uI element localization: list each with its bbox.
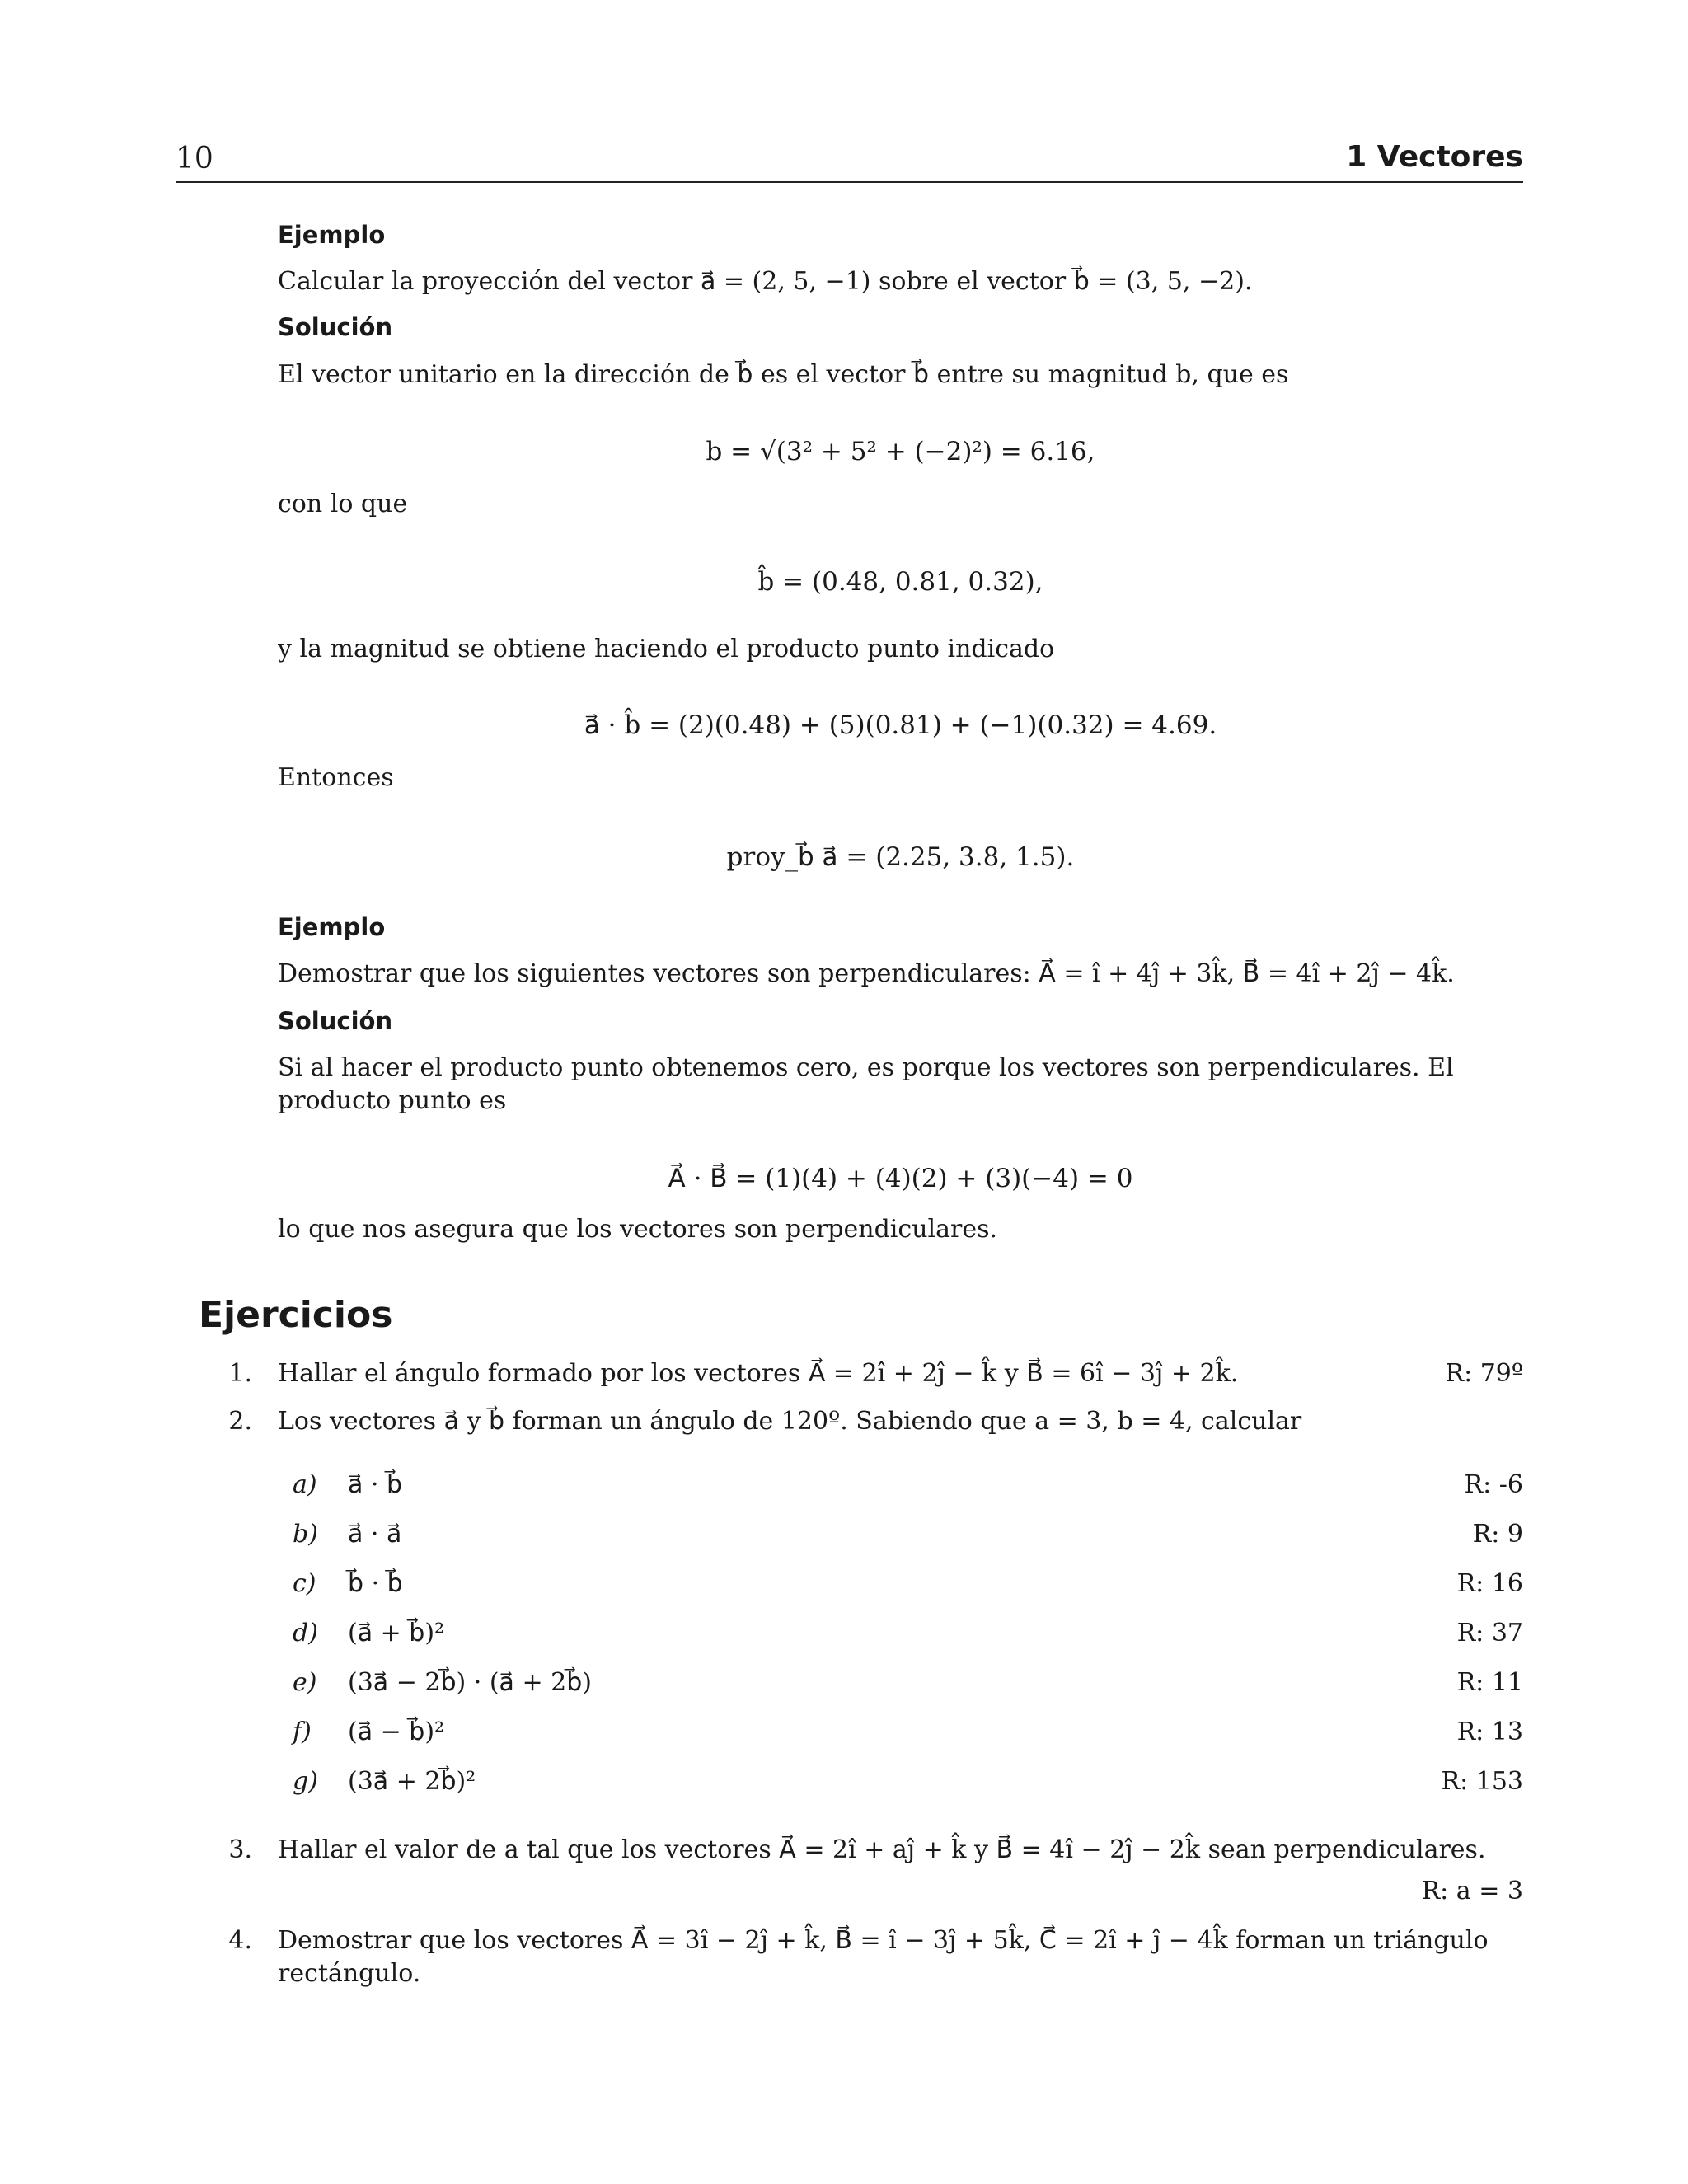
exercise-answer: R: a = 3 [1421,1877,1523,1905]
exercise-number: 2. [228,1407,252,1436]
subitem-expression: (3a⃗ + 2b⃗)² [348,1767,476,1796]
subitem-label: e) [293,1668,317,1697]
exercise-text: Hallar el valor de a tal que los vectores A⃗ = 2î + aĵ + k̂ y B⃗ = 4î − 2ĵ − 2k̂ sean perpendiculares. [278,1835,1486,1864]
equation-unit-vector: b̂ = (0.48, 0.81, 0.32), [757,567,1043,597]
chapter-title: 1 Vectores [1346,140,1523,174]
example-heading: Ejemplo [278,221,386,249]
subitem-answer: R: -6 [1464,1470,1523,1499]
subitem-answer: R: 37 [1456,1619,1523,1647]
subitem-expression: (a⃗ − b⃗)² [348,1718,445,1746]
solution-text: lo que nos asegura que los vectores son perpendiculares. [278,1215,998,1244]
exercise-number: 4. [228,1926,252,1955]
subitem-label: b) [293,1520,318,1549]
example-heading: Ejemplo [278,913,386,941]
subitem-answer: R: 16 [1456,1569,1523,1598]
solution-text: Si al hacer el producto punto obtenemos cero, es porque los vectores son perpendiculares. El [278,1053,1454,1082]
section-title: Ejercicios [199,1294,393,1336]
solution-text: Entonces [278,763,394,792]
equation-projection: proy_b⃗ a⃗ = (2.25, 3.8, 1.5). [726,842,1075,872]
subitem-answer: R: 13 [1456,1718,1523,1746]
subitem-label: c) [293,1569,316,1598]
subitem-label: a) [293,1470,317,1499]
subitem-answer: R: 153 [1441,1767,1523,1796]
example-statement: Demostrar que los siguientes vectores son perpendiculares: A⃗ = î + 4ĵ + 3k̂, B⃗ = 4î + 2ĵ − 4k̂. [278,959,1455,988]
subitem-expression: (a⃗ + b⃗)² [348,1619,445,1647]
exercise-answer: R: 79º [1445,1359,1523,1388]
subitem-expression: (3a⃗ − 2b⃗) · (a⃗ + 2b⃗) [348,1668,592,1697]
exercise-text: Los vectores a⃗ y b⃗ forman un ángulo de 120º. Sabiendo que a = 3, b = 4, calcular [278,1407,1302,1436]
page-number: 10 [176,142,213,176]
subitem-expression: a⃗ · a⃗ [348,1520,402,1549]
equation-dot-product: A⃗ · B⃗ = (1)(4) + (4)(2) + (3)(−4) = 0 [668,1164,1133,1193]
solution-heading: Solución [278,1007,393,1035]
solution-text: con lo que [278,490,408,518]
solution-text: El vector unitario en la dirección de b⃗ es el vector b⃗ entre su magnitud b, que es [278,360,1289,389]
example-statement: Calcular la proyección del vector a⃗ = (2, 5, −1) sobre el vector b⃗ = (3, 5, −2). [278,267,1253,296]
equation-magnitude: b = √(3² + 5² + (−2)²) = 6.16, [706,437,1095,466]
exercise-number: 3. [228,1835,252,1864]
subitem-expression: b⃗ · b⃗ [348,1569,403,1598]
exercise-text: Demostrar que los vectores A⃗ = 3î − 2ĵ + k̂, B⃗ = î − 3ĵ + 5k̂, C⃗ = 2î + ĵ − 4k̂ forman un triángulo [278,1926,1489,1955]
exercise-text: rectángulo. [278,1959,421,1988]
subitem-label: f) [293,1718,312,1746]
subitem-answer: R: 11 [1456,1668,1523,1697]
subitem-label: g) [293,1767,318,1796]
subitem-expression: a⃗ · b⃗ [348,1470,403,1499]
header-rule [176,181,1523,183]
solution-heading: Solución [278,313,393,341]
equation-dot-product: a⃗ · b̂ = (2)(0.48) + (5)(0.81) + (−1)(0.32) = 4.69. [584,710,1217,740]
subitem-label: d) [293,1619,318,1647]
subitem-answer: R: 9 [1472,1520,1523,1549]
exercise-text: Hallar el ángulo formado por los vectores A⃗ = 2î + 2ĵ − k̂ y B⃗ = 6î − 3ĵ + 2k̂. [278,1359,1239,1388]
solution-text: producto punto es [278,1086,507,1115]
exercise-number: 1. [228,1359,252,1388]
solution-text: y la magnitud se obtiene haciendo el producto punto indicado [278,635,1055,663]
